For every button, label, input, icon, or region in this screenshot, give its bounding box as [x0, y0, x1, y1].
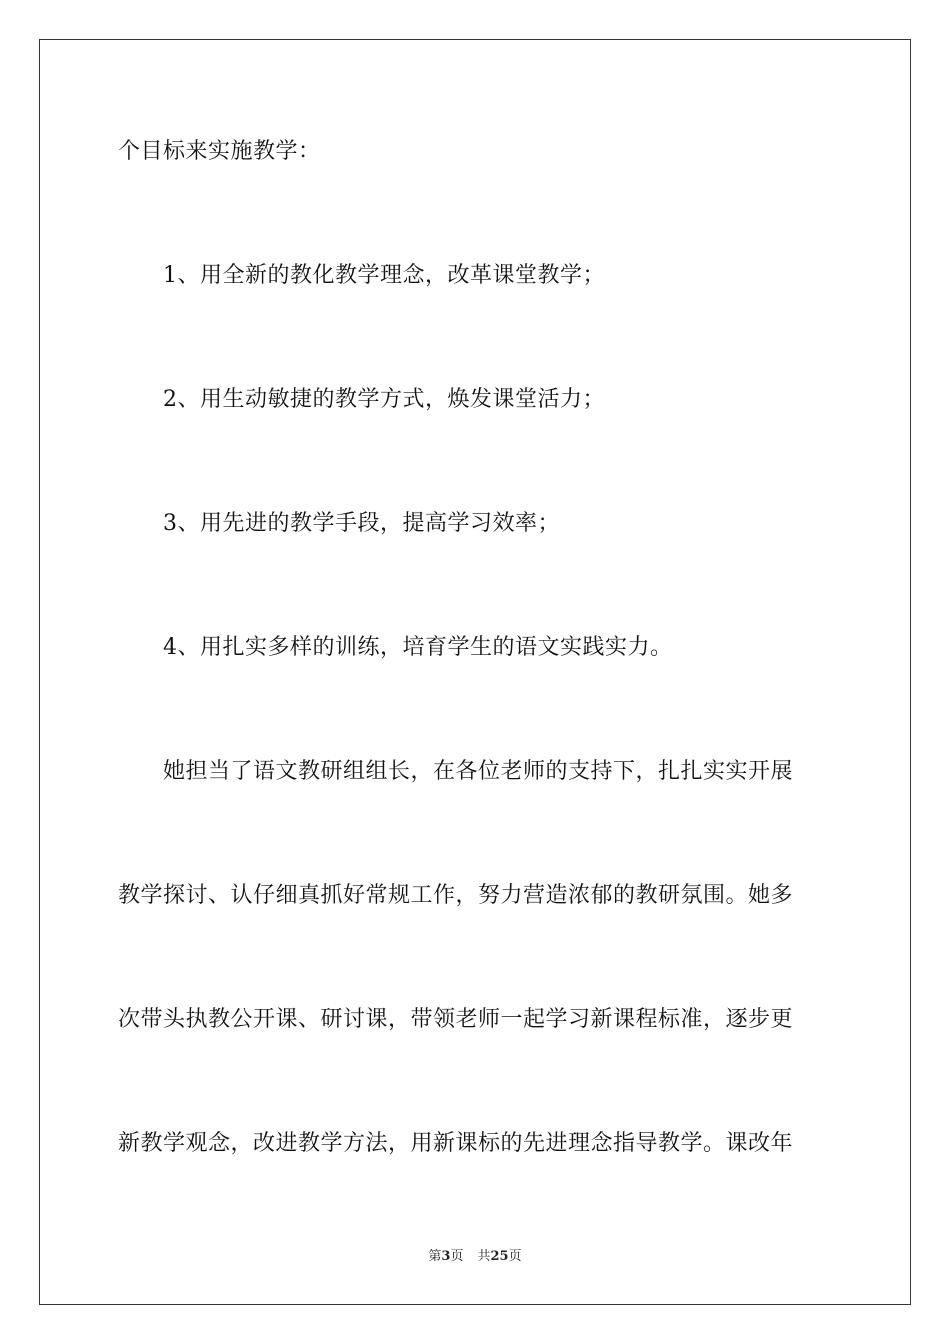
footer-page-number: 3 [441, 1249, 451, 1264]
paragraph-line-3: 次带头执教公开课、研讨课，带领老师一起学习新课程标准，逐步更 [118, 1007, 794, 1032]
paragraph-line-4: 新教学观念，改进教学方法，用新课标的先进理念指导教学。课改年 [118, 1131, 794, 1156]
list-item-3: 3、用先进的教学手段，提高学习效率； [163, 511, 560, 536]
footer-total-pages: 25 [490, 1249, 509, 1264]
list-item-4: 4、用扎实多样的训练，培育学生的语文实践实力。 [163, 635, 673, 660]
footer-page-suffix: 页 [450, 1249, 464, 1264]
list-item-1: 1、用全新的教化教学理念，改革课堂教学； [163, 263, 605, 288]
page-footer [0, 1248, 950, 1266]
paragraph-line-2: 教学探讨、认仔细真抓好常规工作，努力营造浓郁的教研氛围。她多 [118, 883, 794, 908]
footer-total-suffix: 页 [508, 1249, 522, 1264]
page-border [39, 39, 911, 1305]
list-item-2: 2、用生动敏捷的教学方式，焕发课堂活力； [163, 387, 605, 412]
paragraph-line-1: 她担当了语文教研组组长，在各位老师的支持下，扎扎实实开展 [163, 759, 794, 784]
footer-total-prefix: 共 [477, 1249, 491, 1264]
text-line-intro: 个目标来实施教学： [118, 139, 321, 164]
footer-page-prefix: 第 [428, 1249, 442, 1264]
